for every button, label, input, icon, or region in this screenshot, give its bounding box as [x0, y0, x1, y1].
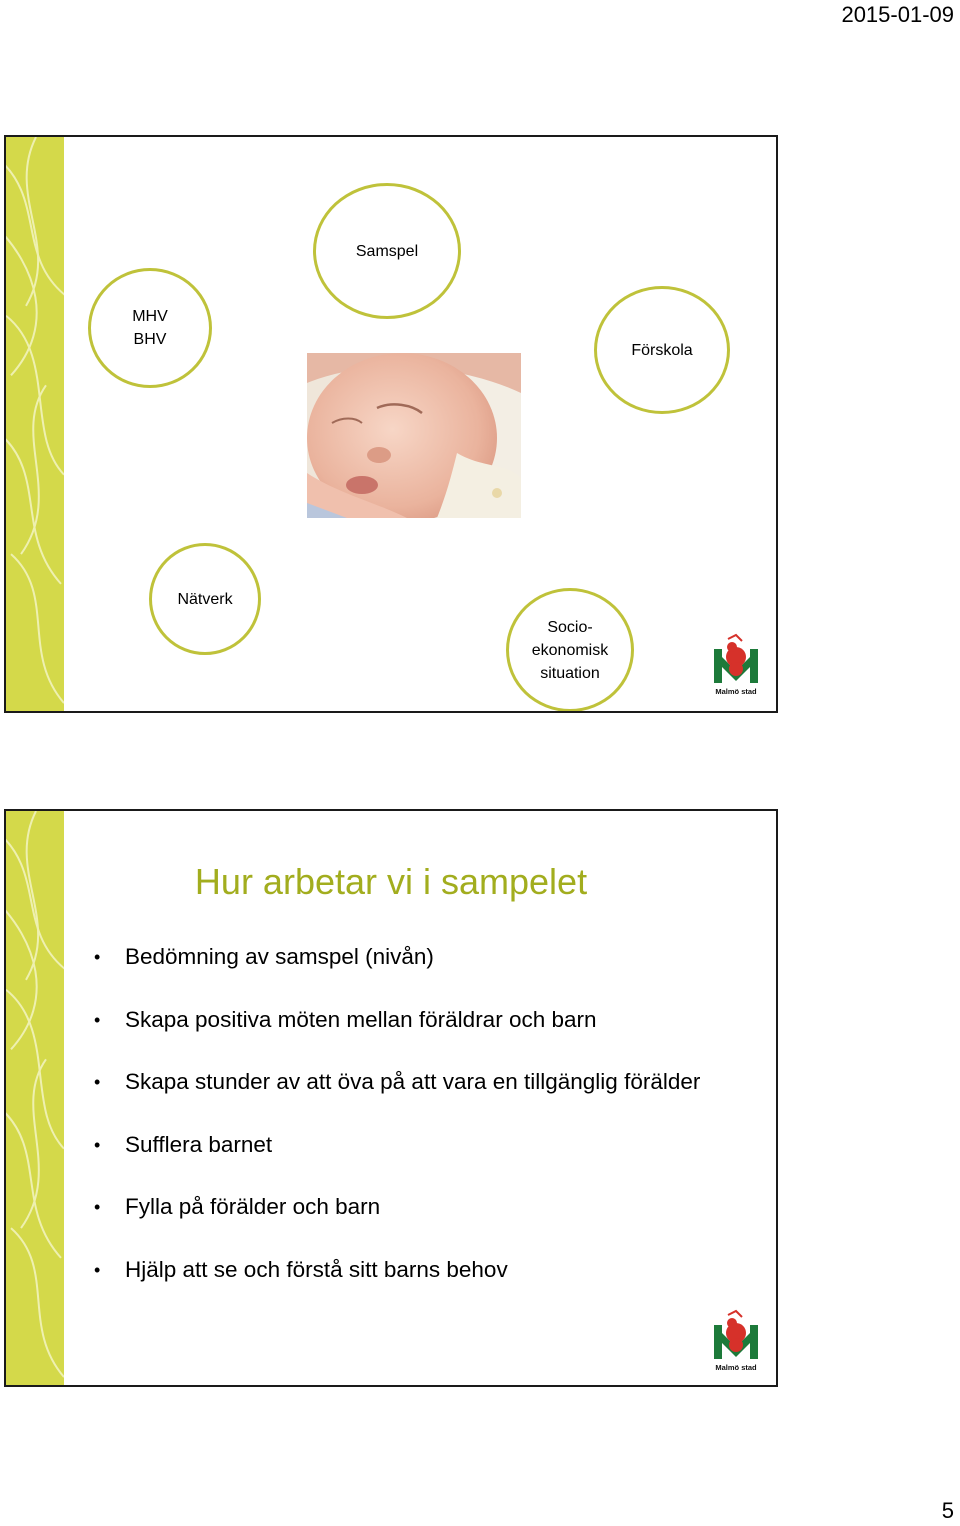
bubble-socioekonomisk: Socio- ekonomisk situation	[506, 588, 634, 712]
slide-1	[4, 135, 778, 713]
decorative-stripe	[6, 137, 64, 711]
bullet-item: • Hjälp att se och förstå sitt barns behov	[94, 1255, 700, 1318]
slide-title: Hur arbetar vi i sampelet	[194, 861, 588, 902]
bullet-item: • Sufflera barnet	[94, 1130, 700, 1193]
bullet-item: • Fylla på förälder och barn	[94, 1192, 700, 1255]
sleeping-baby-photo	[307, 353, 521, 518]
bullet-item: • Bedömning av samspel (nivån)	[94, 942, 700, 1005]
bubble-forskola: Förskola	[594, 286, 730, 414]
logo-text: Malmö stad	[715, 1363, 757, 1372]
document-date: 2015-01-09	[841, 2, 954, 27]
malmo-stad-logo	[712, 633, 760, 697]
bullet-list	[94, 942, 700, 1318]
logo-text: Malmö stad	[715, 687, 757, 696]
bullet-item: • Skapa stunder av att öva på att vara en tillgänglig förälder	[94, 1067, 700, 1130]
slide-2	[4, 809, 778, 1387]
bubble-mhv-bhv: MHV BHV	[88, 268, 212, 388]
bubble-samspel: Samspel	[313, 183, 461, 319]
bullet-item: • Skapa positiva möten mellan föräldrar och barn	[94, 1005, 700, 1068]
page-number: 5	[941, 1498, 954, 1523]
malmo-stad-logo	[712, 1309, 760, 1373]
bubble-natverk: Nätverk	[149, 543, 261, 655]
